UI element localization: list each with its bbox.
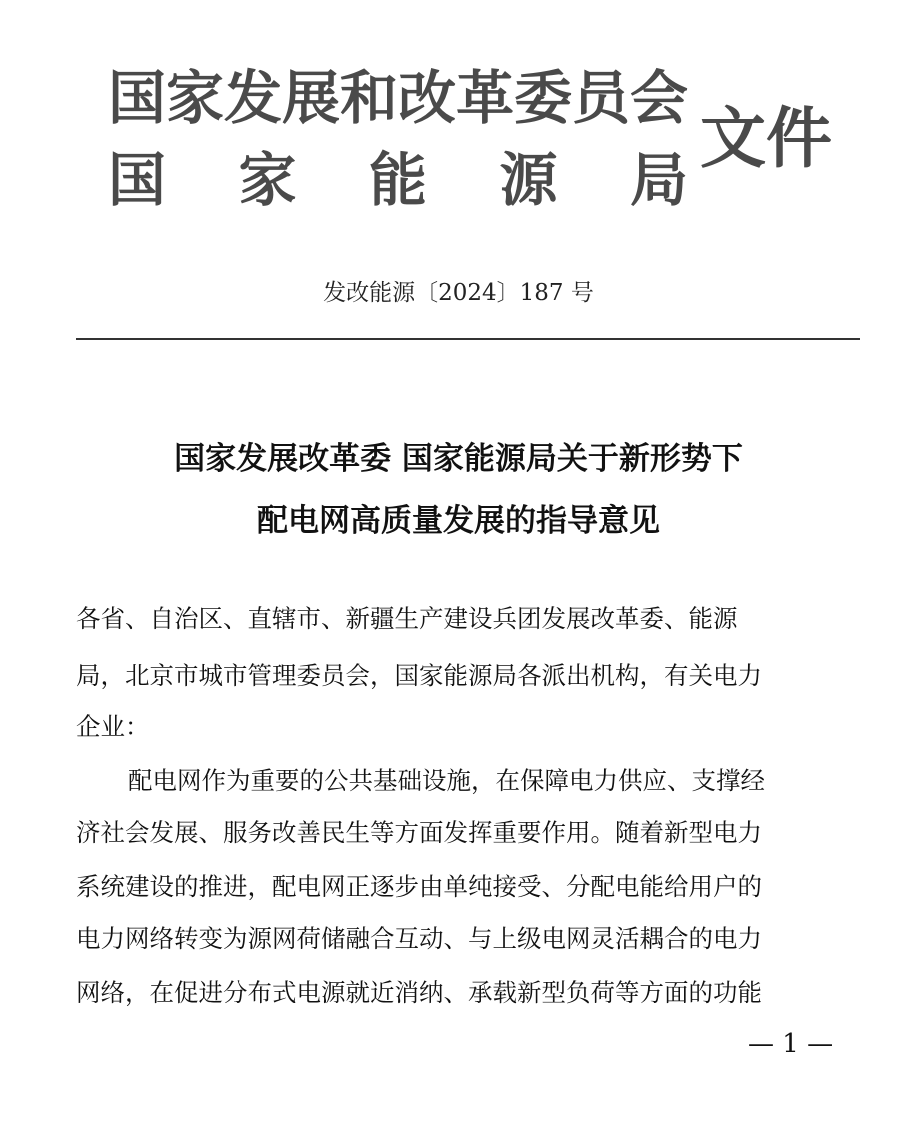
document-number: 发改能源〔2024〕187 号 bbox=[323, 280, 594, 306]
issuer-nea-char: 源 bbox=[499, 146, 558, 214]
paragraph-line: 网络，在促进分布式电源就近消纳、承载新型负荷等方面的功能 bbox=[76, 978, 762, 1007]
paragraph-line: 电力网络转变为源网荷储融合互动、与上级电网灵活耦合的电力 bbox=[76, 924, 762, 953]
addressee-line: 各省、自治区、直辖市、新疆生产建设兵团发展改革委、能源 bbox=[76, 604, 738, 633]
issuer-nea-char: 能 bbox=[368, 146, 427, 214]
issuer-nea-char: 国 bbox=[108, 146, 167, 214]
issuer-nea-char: 局 bbox=[629, 146, 688, 214]
page-number: — 1 — bbox=[748, 1029, 834, 1059]
header-divider bbox=[76, 338, 860, 340]
document-title-line-1: 国家发展改革委 国家能源局关于新形势下 bbox=[174, 441, 743, 477]
paragraph-line: 济社会发展、服务改善民生等方面发挥重要作用。随着新型电力 bbox=[76, 818, 762, 847]
document-title-line-2: 配电网高质量发展的指导意见 bbox=[257, 503, 660, 539]
file-label: 文件 bbox=[700, 99, 832, 177]
issuer-nea bbox=[108, 140, 688, 220]
issuer-ndrc: 国家发展和改革委员会 bbox=[108, 64, 689, 132]
issuer-nea-char: 家 bbox=[238, 146, 297, 214]
paragraph-line: 配电网作为重要的公共基础设施，在保障电力供应、支撑经 bbox=[128, 766, 765, 795]
addressee-line: 局，北京市城市管理委员会，国家能源局各派出机构，有关电力 bbox=[76, 661, 762, 690]
paragraph-line: 系统建设的推进，配电网正逐步由单纯接受、分配电能给用户的 bbox=[76, 872, 762, 901]
addressee-line: 企业： bbox=[76, 712, 150, 741]
